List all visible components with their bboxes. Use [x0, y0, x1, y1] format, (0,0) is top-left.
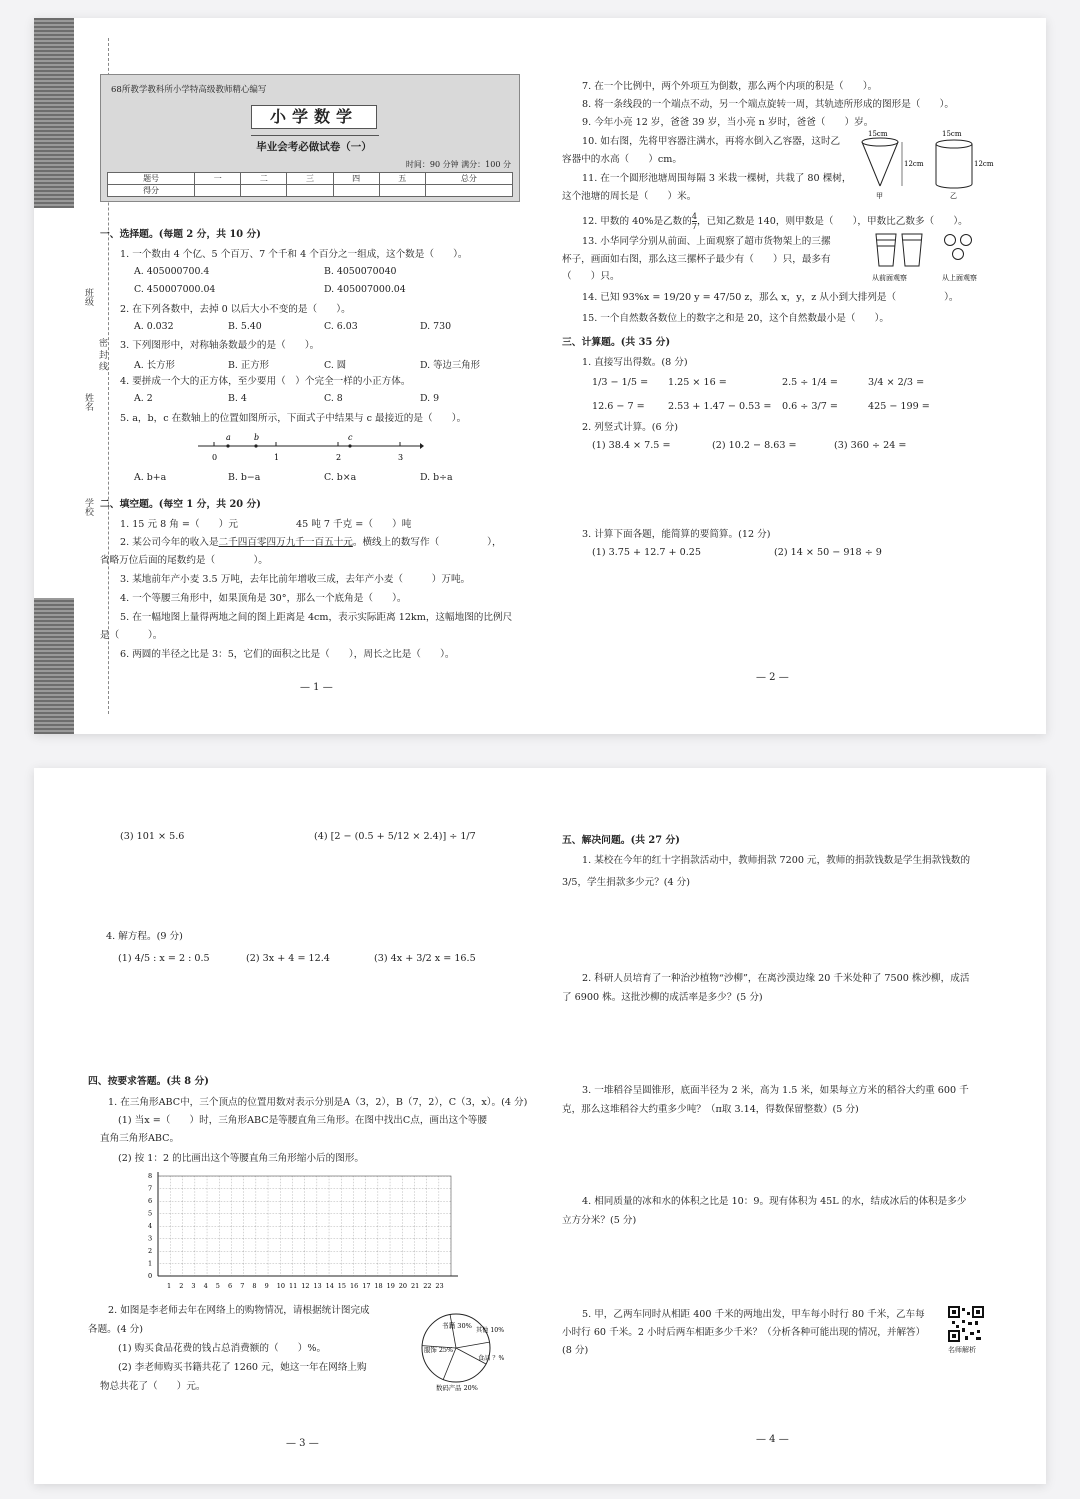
x-tick-label: 17 [362, 1282, 371, 1290]
option: D. b÷a [420, 472, 453, 483]
grid-area [158, 1176, 451, 1276]
calc-1-title: 1. 直接写出得数。(8 分) [582, 357, 688, 368]
cone-side [862, 142, 880, 186]
problem-1a: 1. 某校在今年的红十字捐款活动中，教师捐款 7200 元，教师的捐款钱数是学生捐款钱数的 [582, 855, 971, 866]
y-tick-label: 0 [148, 1272, 153, 1280]
point-label: c [348, 433, 353, 442]
vertical-calc: (3) 360 ÷ 24 = [834, 440, 907, 451]
exam-sheet-bottom [34, 768, 1046, 1484]
task-1a: 1. 在三角形ABC中，三个顶点的位置用数对表示分别是A（3，2），B（7，2），C（3，x）。(4 分) [108, 1097, 528, 1108]
section-1-title: 一、选择题。(每题 2 分，共 10 分) [100, 229, 261, 240]
fill-15: 15. 一个自然数各数位上的数字之和是 20，这个自然数最小是（ ）。 [582, 313, 889, 324]
fill-3: 3. 某地前年产小麦 3.5 万吨，去年比前年增收三成，去年产小麦（ ）万吨。 [120, 574, 471, 585]
score-head: 四 [333, 173, 379, 185]
tick-label: 0 [212, 453, 218, 462]
exam-meta: 时间：90 分钟 满分：100 分 [405, 160, 511, 169]
calc-item: 2.53 + 1.47 − 0.53 = [668, 401, 772, 412]
y-tick-label: 6 [148, 1197, 153, 1205]
fill-5b: 是（ ）。 [100, 630, 163, 641]
equation: (2) 3x + 4 = 12.4 [246, 953, 330, 964]
problem-1b: 3/5，学生捐款多少元？(4 分) [562, 877, 691, 888]
x-tick-label: 11 [289, 1282, 298, 1290]
fill-4: 4. 一个等腰三角形中，如果顶角是 30°，那么一个底角是（ ）。 [120, 593, 407, 604]
score-head: 三 [287, 173, 333, 185]
calc-item: 12.6 − 7 = [592, 401, 645, 412]
dim-label: 15cm [942, 130, 962, 138]
task-1d: (2) 按 1：2 的比画出这个等腰直角三角形缩小后的图形。 [118, 1153, 365, 1164]
task-2a: 2. 如图是李老师去年在网络上的购物情况，请根据统计图完成 [108, 1305, 370, 1316]
fill-1b: 45 吨 7 千克 =（ ）吨 [296, 519, 412, 530]
fill-14: 14. 已知 93%x = 19/20 y = 47/50 z，那么 x，y，z 从小到大排列是（ ）。 [582, 292, 959, 303]
simplify-calc: (3) 101 × 5.6 [120, 831, 185, 842]
task-2b: 各题。(4 分) [88, 1324, 144, 1335]
option: A. 0.032 [134, 321, 174, 332]
calc-item: 425 − 199 = [868, 401, 930, 412]
fill-6: 6. 两圆的半径之比是 3：5，它们的面积之比是（ ），周长之比是（ ）。 [120, 649, 455, 660]
section-4-title: 四、按要求答题。(共 8 分) [88, 1076, 209, 1087]
containers-figure [854, 130, 994, 202]
fill-12-text: ，已知乙数是 140，则甲数是（ ），甲数比乙数多（ ）。 [696, 216, 968, 227]
calc-item: 0.6 ÷ 3/7 = [782, 401, 838, 412]
score-cell[interactable] [425, 185, 512, 197]
option: C. 圆 [324, 360, 347, 371]
problem-4b: 立方分米？(5 分) [562, 1215, 637, 1226]
binding-stripe-bottom [34, 598, 74, 734]
pie-label: 书籍 30% [442, 1322, 472, 1330]
option: C. b×a [324, 472, 357, 483]
vertical-calc: (2) 10.2 − 8.63 = [712, 440, 797, 451]
option: D. 405007000.04 [324, 284, 406, 295]
option: C. 8 [324, 393, 343, 404]
x-tick-label: 10 [276, 1282, 286, 1290]
x-tick-label: 22 [423, 1282, 432, 1290]
question-1-4: 4. 要拼成一个大的正方体，至少要用（ ）个完全一样的小正方体。 [120, 376, 411, 387]
dim-label: 15cm [868, 130, 888, 138]
fill-7: 7. 在一个比例中，两个外项互为倒数，那么两个内项的积是（ ）。 [582, 81, 878, 92]
problem-3b: 克，那么这堆稻谷大约重多少吨？（π取 3.14，得数保留整数）(5 分) [562, 1104, 859, 1115]
section-5-title: 五、解决问题。(共 27 分) [562, 835, 680, 846]
x-tick-label: 8 [252, 1282, 257, 1290]
option: B. 4 [228, 393, 247, 404]
option: A. b+a [134, 472, 167, 483]
x-tick-label: 18 [374, 1282, 383, 1290]
score-label: 得分 [108, 185, 195, 197]
question-1-1: 1. 一个数由 4 个亿、5 个百万、7 个千和 4 个百分之一组成，这个数是（ ）。 [120, 249, 468, 260]
fill-1a: 1. 15 元 8 角 =（ ）元 [120, 519, 238, 530]
problem-5a: 5. 甲，乙两车同时从相距 400 千米的两地出发，甲车每小时行 80 千米，乙车每 [582, 1309, 925, 1320]
fill-12-text: 12. 甲数的 40%是乙数的 [582, 216, 692, 227]
x-tick-label: 3 [191, 1282, 196, 1290]
denominator: 7 [691, 222, 697, 231]
x-tick-label: 6 [228, 1282, 233, 1290]
exam-subtitle: 毕业会考必做试卷（一） [256, 141, 372, 153]
fill-11a: 11. 在一个圆形池塘周围每隔 3 米栽一棵树，共栽了 80 棵树， [582, 173, 852, 184]
x-tick-label: 1 [167, 1282, 172, 1290]
fill-13c: （ ）只。 [562, 271, 620, 282]
x-tick-label: 23 [435, 1282, 444, 1290]
score-head: 题号 [108, 173, 195, 185]
option: D. 等边三角形 [420, 360, 481, 371]
problem-4a: 4. 相同质量的冰和水的体积之比是 10：9。现有体积为 45L 的水，结成冰后的体积是多少 [582, 1196, 967, 1207]
seal-label: 密 封 线 [97, 338, 107, 371]
calc-item: 3/4 × 2/3 = [868, 377, 925, 388]
cylinder-top [936, 140, 972, 148]
point-c [348, 444, 351, 447]
view-label: 从上面观察 [942, 274, 977, 282]
task-2e: 物总共花了（ ）元。 [100, 1381, 206, 1392]
calc-3-title: 3. 计算下面各题，能简算的要简算。(12 分) [582, 529, 771, 540]
option: B. 4050070040 [324, 266, 397, 277]
cone-side [880, 142, 898, 186]
fill-13a: 13. 小华同学分别从前面、上面观察了超市货物架上的三摞 [582, 236, 831, 247]
y-tick-label: 8 [148, 1172, 153, 1180]
publisher-line: 68所教学教科所小学特高级教师精心编写 [111, 85, 267, 95]
score-cell[interactable] [333, 185, 379, 197]
problem-2b: 了 6900 株。这批沙柳的成活率是多少？(5 分) [562, 992, 763, 1003]
fill-2-text: 2. 某公司今年的收入是 [120, 537, 219, 548]
fill-5a: 5. 在一幅地图上量得两地之间的图上距离是 4cm，表示实际距离 12km，这幅地图的比例尺 [120, 612, 513, 623]
x-tick-label: 14 [325, 1282, 334, 1290]
option: B. b−a [228, 472, 261, 483]
calc-item: 1/3 − 1/5 = [592, 377, 649, 388]
calc-item: 2.5 ÷ 1/4 = [782, 377, 838, 388]
exam-title: 小学数学 [251, 105, 377, 129]
x-tick-label: 5 [215, 1282, 220, 1290]
problem-2a: 2. 科研人员培育了一种治沙植物“沙柳”，在离沙漠边缘 20 千米处种了 7500 株沙柳，成活 [582, 973, 970, 984]
score-head: 二 [241, 173, 287, 185]
container-name: 乙 [950, 192, 957, 200]
page-number: — 1 — [300, 682, 333, 693]
cylinder-base [936, 184, 972, 188]
page-number: — 4 — [756, 1434, 789, 1445]
problem-5c: (8 分) [562, 1345, 589, 1356]
point-label: b [254, 433, 260, 442]
score-cell[interactable] [379, 185, 425, 197]
fill-2 [120, 536, 502, 549]
calc-2-title: 2. 列竖式计算。(6 分) [582, 422, 678, 433]
x-tick-label: 7 [240, 1282, 245, 1290]
fill-2-text: 。横线上的数写作（ ）， [352, 537, 502, 548]
section-3-title: 三、计算题。(共 35 分) [562, 337, 671, 348]
dim-label: 12cm [904, 160, 924, 168]
fill-11b: 这个池塘的周长是（ ）米。 [562, 191, 697, 202]
fill-13b: 杯子，画面如右图，那么这三摞杯子最少有（ ）只，最多有 [562, 254, 831, 265]
cups-figure [872, 228, 992, 284]
x-tick-label: 21 [411, 1282, 420, 1290]
y-tick-label: 7 [148, 1184, 153, 1193]
score-head: 五 [379, 173, 425, 185]
page-number: — 2 — [756, 672, 789, 683]
option: C. 6.03 [324, 321, 358, 332]
school-label: 学校 [83, 498, 93, 516]
class-label: 班级 [83, 288, 93, 306]
y-tick-labels [148, 1172, 152, 1280]
fill-10b: 容器中的水高（ ）cm。 [562, 154, 683, 165]
cup-stack [876, 234, 896, 266]
binding-stripe-top [34, 18, 74, 208]
task-2d: (2) 李老师购买书籍共花了 1260 元，她这一年在网络上购 [118, 1362, 367, 1373]
question-1-5: 5. a，b，c 在数轴上的位置如图所示，下面式子中结果与 c 最接近的是（ ）。 [120, 413, 467, 424]
cup-top-view [945, 235, 956, 246]
arrow-icon [420, 443, 424, 449]
score-cell[interactable] [241, 185, 287, 197]
pie-label: 数码产品 20% [436, 1384, 478, 1392]
fill-8: 8. 将一条线段的一个端点不动，另一个端点旋转一周，其轨迹所形成的图形是（ ）。 [582, 99, 954, 110]
qr-code-icon[interactable] [948, 1306, 984, 1342]
simplify-calc: (1) 3.75 + 12.7 + 0.25 [592, 547, 701, 558]
simplify-calc: (2) 14 × 50 − 918 ÷ 9 [774, 547, 882, 558]
x-tick-labels [167, 1282, 444, 1290]
cup-top-view [953, 249, 964, 260]
container-name: 甲 [876, 192, 883, 200]
pie-chart [404, 1308, 514, 1392]
option: B. 5.40 [228, 321, 262, 332]
point-b [254, 444, 257, 447]
question-1-2: 2. 在下列各数中，去掉 0 以后大小不变的是（ ）。 [120, 304, 351, 315]
point-a [226, 444, 229, 447]
x-tick-label: 20 [398, 1282, 408, 1290]
exam-header [100, 74, 520, 202]
x-tick-label: 12 [301, 1282, 310, 1290]
option: A. 2 [134, 393, 153, 404]
task-1c: 直角三角形ABC。 [100, 1133, 180, 1144]
tick-label: 1 [274, 453, 280, 462]
option: B. 正方形 [228, 360, 269, 371]
option: A. 405000700.4 [134, 266, 210, 277]
numerator: 4 [691, 212, 697, 221]
option: D. 730 [420, 321, 452, 332]
simplify-calc: (4) [2 − (0.5 + 5/12 × 2.4)] ÷ 1/7 [314, 831, 476, 842]
x-tick-label: 4 [203, 1282, 208, 1290]
equation: (3) 4x + 3/2 x = 16.5 [374, 953, 476, 964]
fill-2c: 省略万位后面的尾数约是（ ）。 [100, 555, 268, 566]
fill-2-underlined: 二千四百零四万九千一百五十元 [218, 537, 353, 548]
score-head: 一 [195, 173, 241, 185]
vertical-calc: (1) 38.4 × 7.5 = [592, 440, 671, 451]
cup-top-view [961, 235, 972, 246]
task-2c: (1) 购买食品花费的钱占总消费额的（ ）%。 [118, 1343, 327, 1354]
y-tick-label: 1 [148, 1259, 153, 1268]
equation: (1) 4/5 : x = 2 : 0.5 [118, 953, 210, 964]
page-number: — 3 — [286, 1438, 319, 1449]
score-cell[interactable] [287, 185, 333, 197]
x-tick-label: 16 [350, 1282, 359, 1290]
problem-5b: 小时行 60 千米。2 小时后两车相距多少千米？（分析各种可能出现的情况，并解答） [562, 1327, 926, 1338]
problem-3a: 3. 一堆稻谷呈圆锥形，底面半径为 2 米，高为 1.5 米，如果每立方米的稻谷大约重 600 千 [582, 1085, 969, 1096]
pie-label: 其他 10% [476, 1327, 505, 1334]
y-tick-label: 2 [148, 1247, 153, 1255]
pie-label: 服饰 25% [424, 1346, 454, 1354]
header-rule [251, 135, 379, 136]
score-head: 总分 [425, 173, 512, 185]
y-tick-label: 5 [148, 1209, 153, 1218]
cup-stack [902, 234, 922, 266]
cone-top [862, 138, 898, 146]
section-2-title: 二、填空题。(每空 1 分，共 20 分) [100, 499, 261, 510]
x-tick-label: 2 [179, 1282, 184, 1290]
option: D. 9 [420, 393, 440, 404]
tick-label: 3 [398, 453, 404, 462]
dim-label: 12cm [974, 160, 994, 168]
x-tick-label: 15 [337, 1282, 347, 1290]
pie-label: 食品 ？% [478, 1355, 505, 1362]
score-cell[interactable] [195, 185, 241, 197]
question-1-3: 3. 下列图形中，对称轴条数最少的是（ ）。 [120, 340, 320, 351]
x-tick-label: 13 [313, 1282, 322, 1290]
view-label: 从前面观察 [872, 274, 907, 282]
number-line [194, 432, 424, 464]
exam-sheet-top [34, 18, 1046, 734]
coordinate-grid [140, 1172, 466, 1292]
x-tick-label: 9 [264, 1282, 269, 1290]
y-tick-label: 4 [148, 1222, 153, 1230]
equation-title: 4. 解方程。(9 分) [106, 931, 183, 942]
option: C. 450007000.04 [134, 284, 216, 295]
point-label: a [226, 433, 231, 442]
y-tick-label: 3 [148, 1234, 153, 1243]
qr-label: 名师解析 [948, 1346, 976, 1354]
score-table [107, 172, 513, 197]
name-label: 姓名 [83, 393, 93, 411]
tick-label: 2 [336, 453, 342, 462]
option: A. 长方形 [134, 360, 175, 371]
calc-item: 1.25 × 16 = [668, 377, 727, 388]
x-tick-label: 19 [386, 1282, 395, 1290]
fill-9: 9. 今年小亮 12 岁，爸爸 39 岁，当小亮 n 岁时，爸爸（ ）岁。 [582, 117, 874, 128]
fill-10a: 10. 如右图，先将甲容器注满水，再将水倒入乙容器，这时乙 [582, 136, 841, 147]
task-1b: (1) 当x =（ ）时，三角形ABC是等腰直角三角形。在图中找出C点，画出这个等腰 [118, 1115, 487, 1126]
